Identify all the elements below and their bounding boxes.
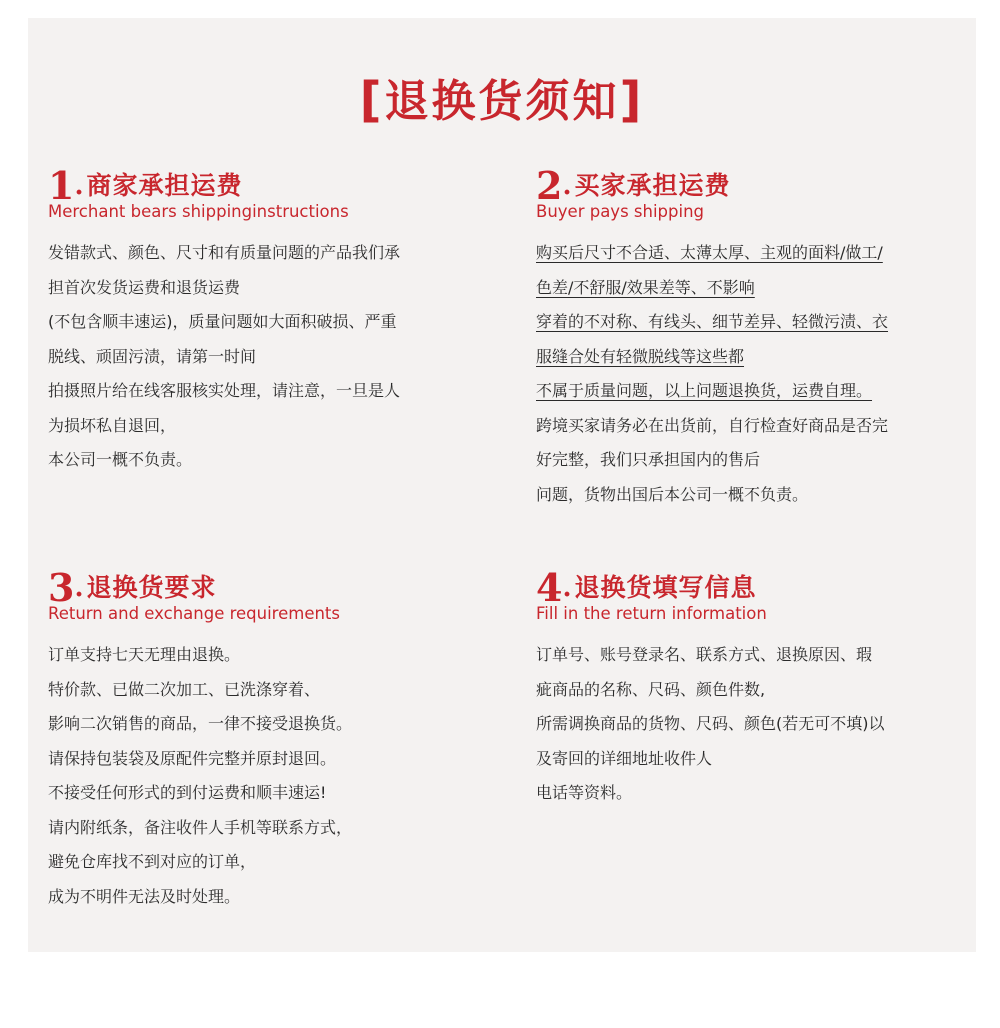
title-open-bracket: [ bbox=[359, 72, 385, 128]
body-line: (不包含顺丰速运)，质量问题如大面积破损、严重 bbox=[48, 312, 397, 331]
section-body bbox=[48, 638, 478, 914]
section-merchant-pays bbox=[48, 163, 478, 478]
body-line: 订单支持七天无理由退换。 bbox=[48, 645, 241, 664]
body-line: 请内附纸条，备注收件人手机等联系方式， bbox=[48, 817, 353, 837]
body-line: 成为不明件无法及时处理。 bbox=[48, 886, 241, 906]
body-line: 请保持包装袋及原配件完整并原封退回。 bbox=[48, 748, 337, 768]
section-number: 1 bbox=[48, 163, 75, 208]
body-line: 及寄回的详细地址收件人 bbox=[536, 748, 713, 768]
section-body bbox=[48, 236, 478, 478]
title-text: 退换货须知 bbox=[384, 76, 620, 127]
body-line: 为损坏私自退回， bbox=[48, 415, 177, 435]
section-subtitle: Fill in the return information bbox=[536, 604, 767, 623]
body-line: 疵商品的名称、尺码、颜色件数, bbox=[536, 679, 766, 699]
section-title: 买家承担运费 bbox=[574, 171, 731, 200]
body-line: 订单号、账号登录名、联系方式、退换原因、瑕 bbox=[536, 645, 873, 664]
body-line: 本公司一概不负责。 bbox=[48, 450, 193, 469]
section-heading bbox=[48, 163, 478, 208]
body-line: 担首次发货运费和退货运费 bbox=[48, 277, 241, 297]
section-heading bbox=[48, 565, 478, 610]
title-close-bracket: ] bbox=[619, 72, 645, 128]
body-line: 特价款、已做二次加工、已洗涤穿着、 bbox=[48, 679, 321, 699]
body-line-underlined: 不属于质量问题，以上问题退换货，运费自理。 bbox=[536, 381, 873, 400]
section-number-dot: . bbox=[74, 171, 84, 201]
section-body bbox=[536, 638, 966, 811]
section-number: 3 bbox=[48, 565, 75, 610]
body-line-underlined: 服缝合处有轻微脱线等这些都 bbox=[536, 346, 745, 366]
section-number: 4 bbox=[536, 565, 563, 610]
section-body-extra bbox=[536, 409, 966, 513]
section-title: 商家承担运费 bbox=[86, 171, 243, 200]
body-line-underlined: 穿着的不对称、有线头、细节差异、轻微污渍、衣 bbox=[536, 312, 889, 331]
section-return-requirements bbox=[48, 565, 478, 914]
body-line: 好完整，我们只承担国内的售后 bbox=[536, 450, 761, 469]
section-heading bbox=[536, 163, 966, 208]
notice-panel bbox=[28, 18, 976, 952]
section-buyer-pays bbox=[536, 163, 966, 512]
body-line: 发错款式、颜色、尺寸和有质量问题的产品我们承 bbox=[48, 243, 401, 262]
section-subtitle: Return and exchange requirements bbox=[48, 604, 340, 623]
section-subtitle: Merchant bears shippinginstructions bbox=[48, 202, 349, 221]
body-line: 所需调换商品的货物、尺码、颜色(若无可不填)以 bbox=[536, 714, 885, 733]
section-title: 退换货要求 bbox=[86, 573, 217, 602]
section-number-dot: . bbox=[562, 171, 572, 201]
body-line: 不接受任何形式的到付运费和顺丰速运! bbox=[48, 783, 327, 802]
body-line: 避免仓库找不到对应的订单， bbox=[48, 852, 257, 871]
body-line: 影响二次销售的商品，一律不接受退换货。 bbox=[48, 714, 353, 733]
body-line: 拍摄照片给在线客服核实处理，请注意，一旦是人 bbox=[48, 381, 401, 400]
section-heading bbox=[536, 565, 966, 610]
section-number-dot: . bbox=[562, 573, 572, 603]
section-subtitle: Buyer pays shipping bbox=[536, 202, 705, 221]
section-body bbox=[536, 236, 966, 409]
body-line: 跨境买家请务必在出货前，自行检查好商品是否完 bbox=[536, 415, 889, 435]
section-number: 2 bbox=[536, 163, 563, 208]
section-return-info bbox=[536, 565, 966, 811]
page-title bbox=[28, 70, 976, 132]
body-line: 脱线、顽固污渍，请第一时间 bbox=[48, 346, 257, 366]
body-line: 问题，货物出国后本公司一概不负责。 bbox=[536, 484, 809, 504]
body-line-underlined: 色差/不舒服/效果差等、不影响 bbox=[536, 277, 755, 297]
body-line-underlined: 购买后尺寸不合适、太薄太厚、主观的面料/做工/ bbox=[536, 243, 883, 262]
section-number-dot: . bbox=[74, 573, 84, 603]
section-title: 退换货填写信息 bbox=[574, 573, 757, 602]
body-line: 电话等资料。 bbox=[536, 783, 633, 802]
